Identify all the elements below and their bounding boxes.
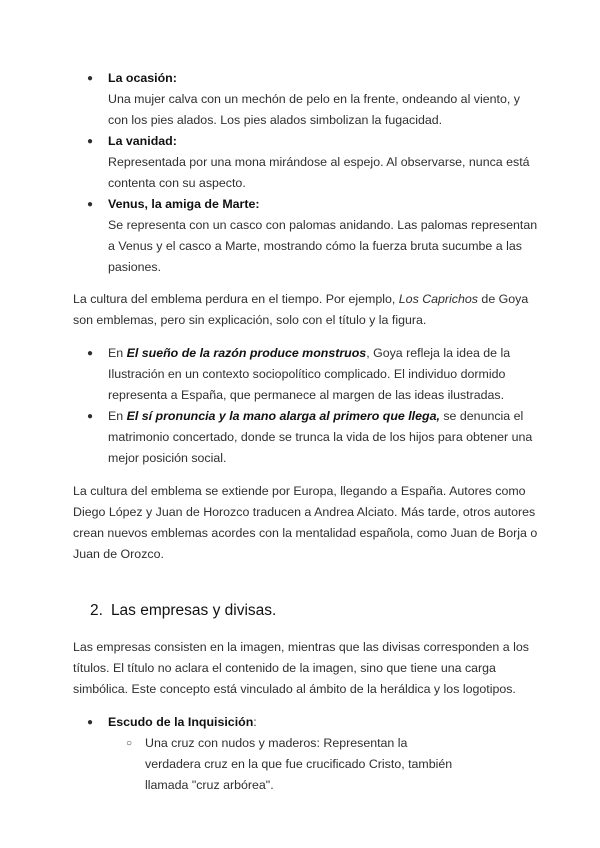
bullet-icon: ● [87,199,94,210]
empresas-list [0,712,600,796]
list-item [0,406,600,469]
item-term: Escudo de la Inquisición [108,715,254,729]
text-segment: , Goya refleja la idea de la Ilustración en un contexto sociopolítico complicado. El individuo dormido representa a España, que permanece al margen de las ideas ilustradas. [108,346,511,402]
italic-title: Los Caprichos [398,292,478,306]
text-segment: En [108,346,127,360]
paragraph-caprichos [73,289,543,331]
item-term: La vanidad: [108,134,177,148]
caprichos-list [0,343,600,469]
item-term: Venus, la amiga de Marte: [108,197,260,211]
sub-list-item [108,733,538,796]
item-description: Una cruz con nudos y maderos: Representan la verdadera cruz en la que fue crucificado Cristo, también llamada "cruz arbórea". [145,736,453,792]
list-item [0,343,600,406]
hollow-bullet-icon: ○ [126,738,133,749]
list-item [0,131,600,194]
item-description: Una mujer calva con un mechón de pelo en la frente, ondeando al viento, y con los pies alados. Los pies alados simbolizan la fugacidad. [108,92,520,127]
text-segment: : [253,715,257,729]
section-number: 2. [90,602,103,619]
bullet-icon: ● [87,411,94,422]
item-description: Representada por una mona mirándose al espejo. Al observarse, nunca está contenta con su aspecto. [108,155,530,190]
list-item [0,68,600,131]
item-description: Se representa con un casco con palomas anidando. Las palomas representan a Venus y el casco a Marte, mostrando cómo la fuerza bruta sucumbe a las pasiones. [108,218,538,274]
paragraph-europa: La cultura del emblema se extiende por Europa, llegando a España. Autores como Diego López y Juan de Horozco traducen a Andrea Alciato. Más tarde, otros autores crean nuevos emblemas acordes con la mentalidad española, como Juan de Borja o Juan de Orozco. [73,484,538,561]
text-segment: En [108,409,127,423]
text-segment: se denuncia el matrimonio concertado, donde se trunca la vida de los hijos para obtener una mejor posición social. [108,409,533,465]
artwork-title: El sí pronuncia y la mano alarga al primero que llega, [126,409,440,423]
text-segment: de Goya son emblemas, pero sin explicación, solo con el título y la figura. [73,292,529,327]
emblem-list [0,68,600,278]
text-segment: La cultura del emblema perdura en el tiempo. Por ejemplo, [73,292,399,306]
section-title: Las empresas y divisas. [110,602,277,619]
artwork-title: El sueño de la razón produce monstruos [126,346,367,360]
bullet-icon: ● [87,348,94,359]
sub-list [108,733,538,796]
section-heading [90,600,276,622]
list-item [0,712,600,796]
item-term: La ocasión: [108,71,177,85]
bullet-icon: ● [87,717,94,728]
paragraph-empresas: Las empresas consisten en la imagen, mientras que las divisas corresponden a los títulos. El título no aclara el contenido de la imagen, sino que tiene una carga simbólica. Este concepto está vinculado al ámbito de la heráldica y los logotipos. [73,640,529,696]
bullet-icon: ● [87,136,94,147]
bullet-icon: ● [87,73,94,84]
list-item [0,194,600,278]
